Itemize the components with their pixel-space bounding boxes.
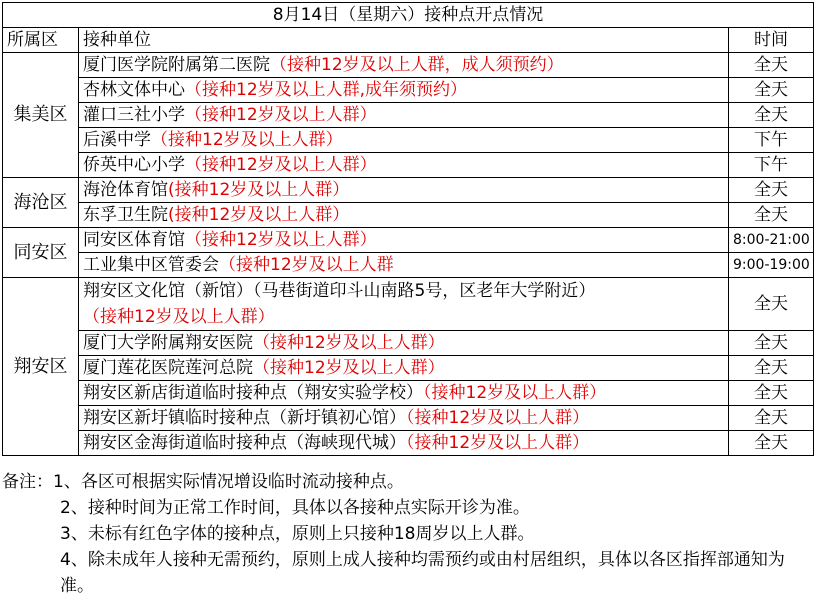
table-row	[3, 78, 814, 103]
table-row	[3, 53, 814, 78]
site-time: 全天	[729, 381, 814, 406]
site-note: （接种12岁及以上人群）	[406, 408, 590, 428]
site-cell	[79, 78, 729, 103]
note-line: 4、除未成年人接种无需预约，原则上成人接种均需预约或由村居组织，具体以各区指挥部通知为准。	[60, 550, 785, 596]
header-row	[3, 28, 814, 53]
table-row	[3, 331, 814, 356]
table-row	[3, 103, 814, 128]
site-note: （接种12岁及以上人群,成年须预约）	[185, 80, 468, 100]
site-name: 杏林文体中心	[83, 80, 185, 100]
site-time: 9:00-19:00	[729, 253, 814, 278]
site-time: 全天	[729, 331, 814, 356]
site-note: （接种12岁及以上人群）	[253, 358, 445, 378]
site-name: 翔安区新店街道临时接种点（翔安实验学校）	[83, 383, 423, 403]
site-name: 翔安区金海街道临时接种点（海峡现代城）	[83, 433, 406, 453]
table-title: 8月14日（星期六）接种点开点情况	[3, 3, 814, 28]
site-cell	[79, 228, 729, 253]
site-time: 全天	[729, 78, 814, 103]
table-row	[3, 228, 814, 253]
site-note: (接种12岁及以上人群）	[168, 205, 350, 225]
site-note: （接种12岁及以上人群）	[423, 383, 607, 403]
site-name: 同安区体育馆	[83, 230, 185, 250]
site-cell	[79, 103, 729, 128]
site-name: 灌口三社小学	[83, 105, 185, 125]
site-note: （接种12岁及以上人群	[219, 255, 394, 275]
notes-section	[2, 469, 810, 599]
site-cell	[79, 406, 729, 431]
table-row	[3, 128, 814, 153]
site-time: 全天	[729, 53, 814, 78]
table-row	[3, 278, 814, 331]
table-row	[3, 253, 814, 278]
district-jimei: 集美区	[3, 53, 79, 178]
site-cell	[79, 278, 729, 331]
site-name: 厦门大学附属翔安医院	[83, 333, 253, 353]
site-cell	[79, 178, 729, 203]
table-row	[3, 381, 814, 406]
note-line: 备注：1、各区可根据实际情况增设临时流动接种点。	[2, 472, 404, 492]
site-cell	[79, 253, 729, 278]
site-note: （接种12岁及以上人群）	[83, 307, 275, 327]
site-cell	[79, 356, 729, 381]
site-note: （接种12岁及以上人群）	[185, 230, 377, 250]
site-time: 全天	[729, 178, 814, 203]
district-xiangan: 翔安区	[3, 278, 79, 456]
site-cell	[79, 431, 729, 456]
site-time: 下午	[729, 153, 814, 178]
site-cell	[79, 331, 729, 356]
site-note: （接种12岁及以上人群）	[406, 433, 590, 453]
header-district: 所属区	[3, 28, 79, 53]
site-time: 8:00-21:00	[729, 228, 814, 253]
table-row	[3, 431, 814, 456]
site-cell	[79, 128, 729, 153]
site-note: （接种12岁及以上人群）	[151, 130, 343, 150]
vaccination-site-table	[2, 2, 814, 456]
table-row	[3, 203, 814, 228]
site-name: 翔安区新圩镇临时接种点（新圩镇初心馆）	[83, 408, 406, 428]
header-time: 时间	[729, 28, 814, 53]
district-haicang: 海沧区	[3, 178, 79, 228]
title-row	[3, 3, 814, 28]
site-cell	[79, 153, 729, 178]
site-note: （接种12岁及以上人群）	[185, 105, 377, 125]
site-name: 翔安区文化馆（新馆）（马巷街道印斗山南路5号，区老年大学附近）	[83, 281, 596, 301]
site-time: 全天	[729, 431, 814, 456]
site-note: （接种12岁及以上人群）	[253, 333, 445, 353]
site-time: 全天	[729, 103, 814, 128]
site-name: 海沧体育馆	[83, 180, 168, 200]
site-name: 侨英中心小学	[83, 155, 185, 175]
site-time: 全天	[729, 278, 814, 331]
header-unit: 接种单位	[79, 28, 729, 53]
site-note: （接种12岁及以上人群）	[185, 155, 377, 175]
site-name: 工业集中区管委会	[83, 255, 219, 275]
site-cell	[79, 203, 729, 228]
site-note: (接种12岁及以上人群）	[168, 180, 350, 200]
site-time: 全天	[729, 356, 814, 381]
site-name: 厦门医学院附属第二医院	[83, 55, 270, 75]
site-note: （接种12岁及以上人群，成人须预约）	[270, 55, 564, 75]
site-time: 下午	[729, 128, 814, 153]
site-time: 全天	[729, 406, 814, 431]
note-line: 2、接种时间为正常工作时间，具体以各接种点实际开诊为准。	[60, 498, 530, 518]
site-name: 东孚卫生院	[83, 205, 168, 225]
table-row	[3, 178, 814, 203]
note-line: 3、未标有红色字体的接种点，原则上只接种18周岁以上人群。	[60, 524, 535, 544]
table-row	[3, 406, 814, 431]
site-name: 后溪中学	[83, 130, 151, 150]
site-name: 厦门莲花医院莲河总院	[83, 358, 253, 378]
site-time: 全天	[729, 203, 814, 228]
site-cell	[79, 53, 729, 78]
table-row	[3, 356, 814, 381]
table-row	[3, 153, 814, 178]
site-cell	[79, 381, 729, 406]
district-tongan: 同安区	[3, 228, 79, 278]
